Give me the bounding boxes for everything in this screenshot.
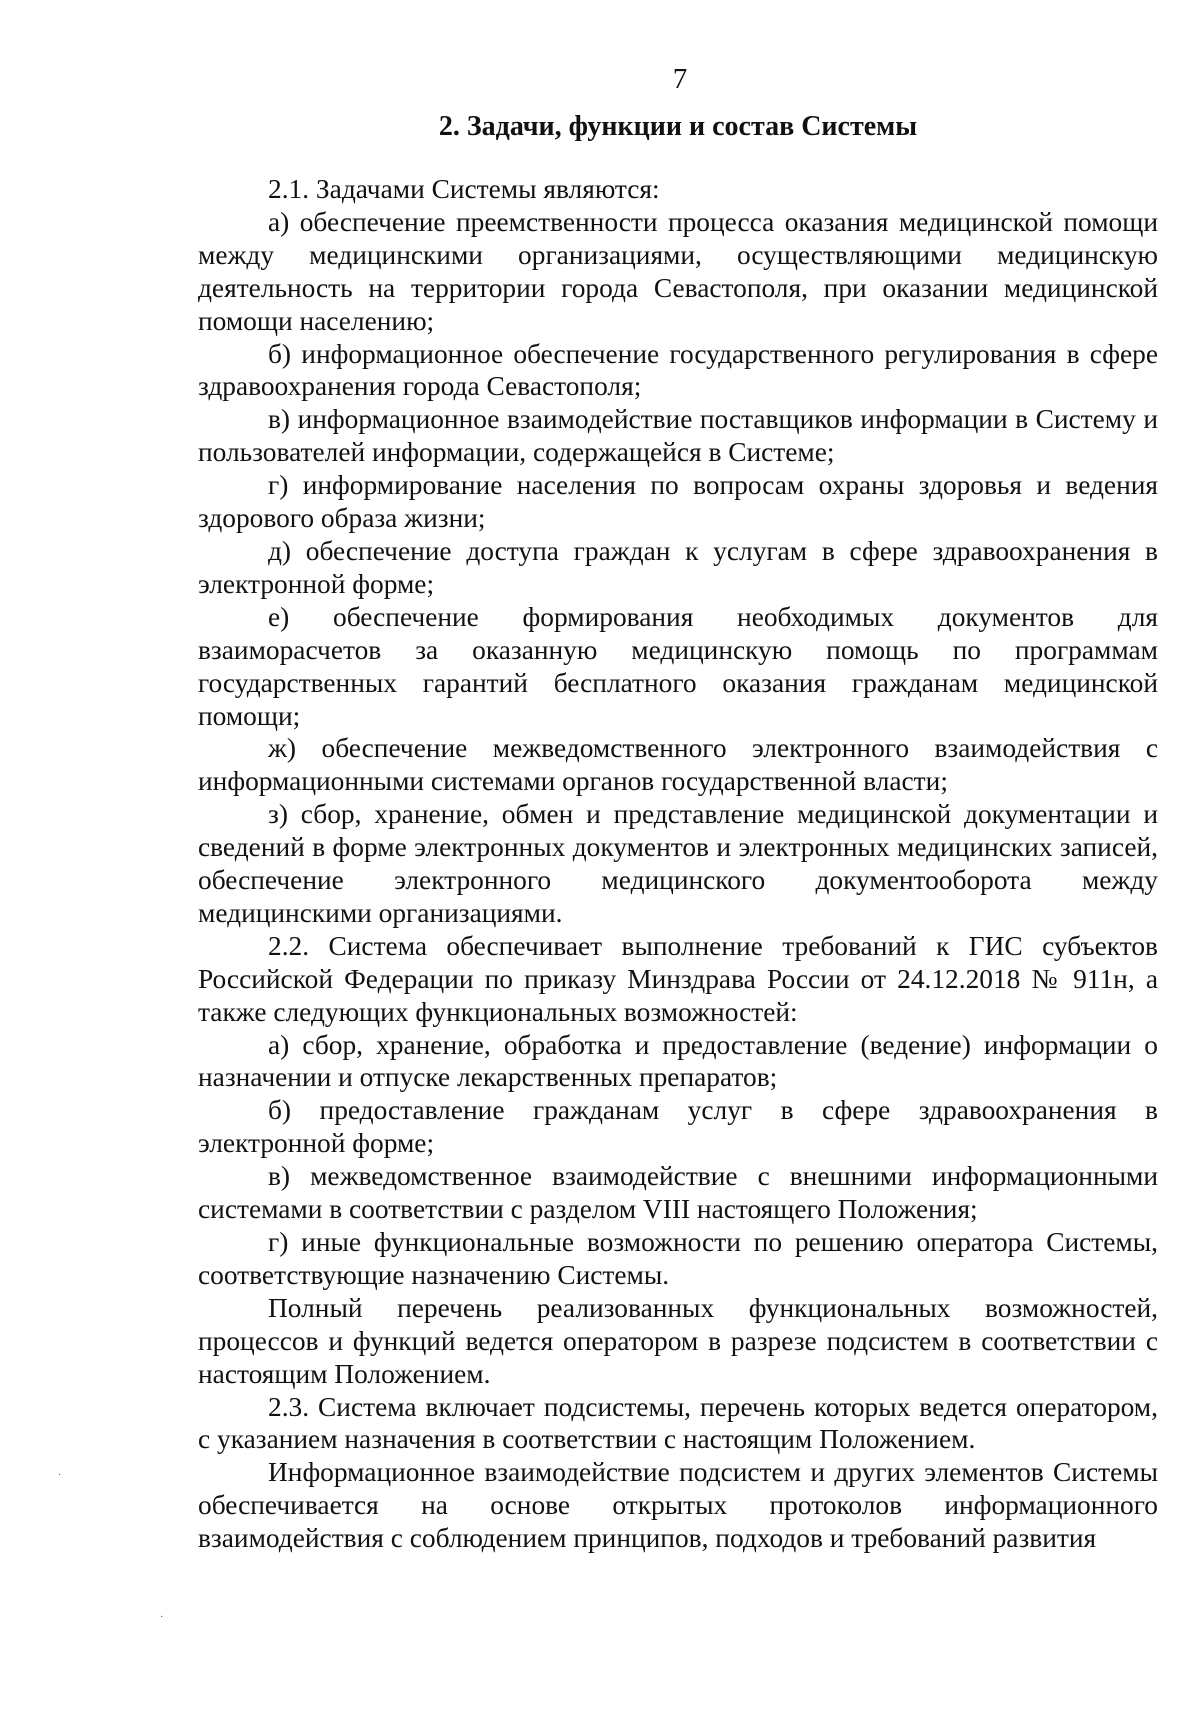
paragraph: д) обеспечение доступа граждан к услугам в сфере здравоохранения в электронной форме; bbox=[198, 535, 1158, 599]
body-text bbox=[198, 173, 1158, 1555]
scan-speck: · bbox=[58, 1470, 62, 1481]
paragraph: 2.2. Система обеспечивает выполнение требований к ГИС субъектов Российской Федерации по приказу Минздрава России от 24.12.2018 № 911н, а также следующих функциональных возможностей: bbox=[198, 930, 1158, 1027]
paragraph: 2.3. Система включает подсистемы, перечень которых ведется оператором, с указанием назначения в соответствии с настоящим Положением. bbox=[198, 1391, 1158, 1455]
paragraph: е) обеспечение формирования необходимых документов для взаиморасчетов за оказанную медицинскую помощь по программам государственных гарантий бесплатного оказания гражданам медицинской помощи; bbox=[198, 601, 1158, 731]
paragraph: в) информационное взаимодействие поставщиков информации в Систему и пользователей информации, содержащейся в Системе; bbox=[198, 404, 1158, 468]
paragraph: 2.1. Задачами Системы являются: bbox=[268, 174, 660, 204]
paragraph: г) иные функциональные возможности по решению оператора Системы, соответствующие назначению Системы. bbox=[198, 1227, 1158, 1290]
paragraph: г) информирование населения по вопросам охраны здоровья и ведения здорового образа жизни; bbox=[198, 470, 1158, 534]
paragraph: Информационное взаимодействие подсистем и других элементов Системы обеспечивается на основе открытых протоколов информационного взаимодействия с соблюдением принципов, подходов и требований развития bbox=[198, 1457, 1158, 1554]
paragraph: з) сбор, хранение, обмен и представление медицинской документации и сведений в форме электронных документов и электронных медицинских записей, обеспечение электронного медицинского документооборота между медицинскими организациями. bbox=[198, 799, 1158, 928]
paragraph: ж) обеспечение межведомственного электронного взаимодействия с информационными системами органов государственной власти; bbox=[198, 733, 1158, 797]
paragraph: Полный перечень реализованных функциональных возможностей, процессов и функций ведется оператором в разрезе подсистем в соответствии с настоящим Положением. bbox=[198, 1292, 1158, 1389]
paragraph: в) межведомственное взаимодействие с внешними информационными системами в соответствии с разделом VIII настоящего Положения; bbox=[198, 1161, 1158, 1225]
scan-speck: · bbox=[160, 1612, 164, 1623]
page-number: 7 bbox=[672, 63, 688, 95]
paragraph: а) обеспечение преемственности процесса оказания медицинской помощи между медицинскими организациями, осуществляющими медицинскую деятельность на территории города Севастополя, при оказании медицинской помощи населению; bbox=[198, 206, 1158, 336]
paragraph: а) сбор, хранение, обработка и предоставление (ведение) информации о назначении и отпуске лекарственных препаратов; bbox=[198, 1029, 1158, 1093]
paragraph: б) информационное обеспечение государственного регулирования в сфере здравоохранения города Севастополя; bbox=[198, 338, 1158, 402]
paragraph: б) предоставление гражданам услуг в сфере здравоохранения в электронной форме; bbox=[198, 1095, 1158, 1159]
section-heading: 2. Задачи, функции и состав Системы bbox=[438, 111, 918, 142]
